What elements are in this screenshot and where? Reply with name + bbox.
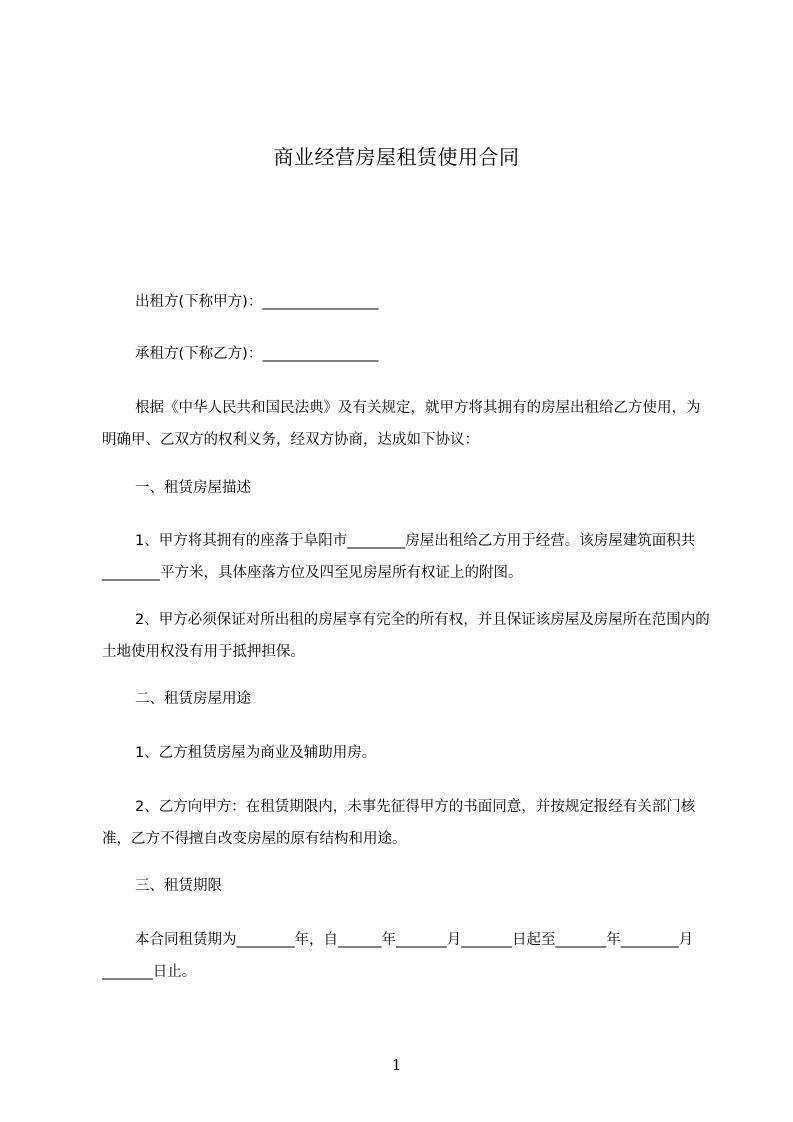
section-heading-2: 二、租赁房屋用途 <box>135 691 251 707</box>
clause-3-1: 本合同租赁期为________年，自______年_______月_______日起至_______年________月_______日止。 <box>102 932 694 980</box>
document-title: 商业经营房屋租赁使用合同 <box>273 145 520 169</box>
clause-2-2: 2、乙方向甲方：在租赁期限内，未事先征得甲方的书面同意，并按规定报经有关部门核准，乙方不得擅自改变房屋的原有结构和用途。 <box>102 799 696 847</box>
clause-1-2: 2、甲方必须保证对所出租的房屋享有完全的所有权，并且保证该房屋及房屋所在范围内的土地使用权没有用于抵押担保。 <box>102 612 710 660</box>
lessor-line: 出租方(下称甲方)：________________ <box>135 294 379 310</box>
section-heading-3: 三、租赁期限 <box>135 878 222 894</box>
section-heading-1: 一、租赁房屋描述 <box>135 480 251 496</box>
preamble-paragraph: 根据《中华人民共和国民法典》及有关规定，就甲方将其拥有的房屋出租给乙方使用，为明确甲、乙双方的权利义务，经双方协商，达成如下协议： <box>102 400 701 448</box>
clause-1-1: 1、甲方将其拥有的座落于阜阳市________房屋出租给乙方用于经营。该房屋建筑面积共________平方米，具体座落方位及四至见房屋所有权证上的附图。 <box>102 533 696 581</box>
page-number: 1 <box>391 1056 402 1074</box>
clause-2-1: 1、乙方租赁房屋为商业及辅助用房。 <box>135 745 377 761</box>
lessee-line: 承租方(下称乙方)：________________ <box>135 346 379 362</box>
